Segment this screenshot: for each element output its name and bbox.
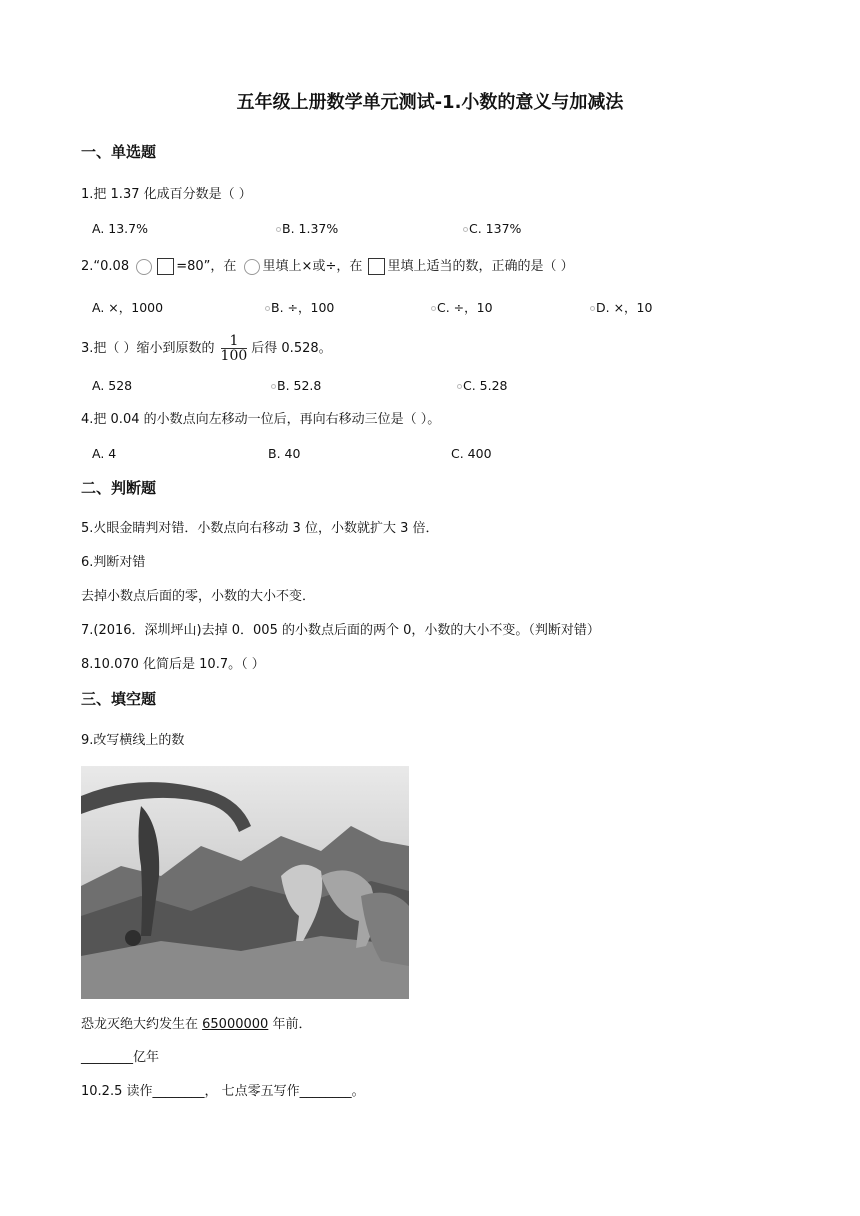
question-9: 9.改写横线上的数 bbox=[81, 733, 185, 748]
circle-blank-icon bbox=[244, 259, 260, 275]
circle-blank-icon bbox=[136, 259, 152, 275]
bullet-icon bbox=[463, 227, 468, 232]
section-heading-single-choice: 一、单选题 bbox=[81, 143, 157, 161]
section-heading-fill-blank: 三、填空题 bbox=[81, 690, 157, 708]
section-heading-true-false: 二、判断题 bbox=[81, 479, 157, 497]
square-blank-icon bbox=[157, 258, 174, 275]
q2-option-b[interactable]: B. ÷，100 bbox=[265, 299, 334, 317]
bullet-icon bbox=[276, 227, 281, 232]
q1-option-c[interactable]: C. 137% bbox=[463, 220, 521, 238]
bullet-icon bbox=[457, 384, 462, 389]
q4-option-b[interactable]: B. 40 bbox=[268, 446, 301, 461]
q1-option-b[interactable]: B. 1.37% bbox=[276, 220, 338, 238]
bullet-icon bbox=[271, 384, 276, 389]
question-4: 4.把 0.04 的小数点向左移动一位后，再向右移动三位是（ ）。 bbox=[81, 412, 441, 427]
bullet-icon bbox=[590, 306, 595, 311]
question-2: 2.“0.08 =80”，在 里填上×或÷，在 里填上适当的数，正确的是（ ） bbox=[81, 259, 574, 274]
question-6-statement: 去掉小数点后面的零，小数的大小不变． bbox=[81, 589, 316, 604]
question-6: 6.判断对错 bbox=[81, 555, 146, 570]
q4-option-a[interactable]: A. 4 bbox=[92, 446, 117, 461]
question-9-answer-blank[interactable]: ________亿年 bbox=[81, 1050, 160, 1065]
q3-option-a[interactable]: A. 528 bbox=[92, 378, 133, 393]
question-8: 8.10.070 化简后是 10.7。（ ） bbox=[81, 657, 265, 672]
q2-option-d[interactable]: D. ×，10 bbox=[590, 299, 652, 317]
question-7: 7.(2016．深圳坪山)去掉 0．005 的小数点后面的两个 0，小数的大小不变。（判断对错） bbox=[81, 623, 600, 638]
bullet-icon bbox=[265, 306, 270, 311]
q4-option-c[interactable]: C. 400 bbox=[451, 446, 492, 461]
square-blank-icon bbox=[368, 258, 385, 275]
q3-option-c[interactable]: C. 5.28 bbox=[457, 377, 508, 395]
question-1: 1.把 1.37 化成百分数是（ ） bbox=[81, 187, 252, 202]
question-9-caption: 恐龙灭绝大约发生在 65000000 年前． bbox=[81, 1017, 312, 1032]
fraction: $\frac{1}{100}$ bbox=[220, 333, 248, 364]
question-3: 3.把（ ）缩小到原数的 $\frac{1}{100}$ 后得 0.528。 bbox=[81, 333, 332, 364]
page-title: 五年级上册数学单元测试-1.小数的意义与加减法 bbox=[236, 92, 624, 113]
question-10: 10.2.5 读作________， 七点零五写作________。 bbox=[81, 1084, 365, 1099]
q1-option-a[interactable]: A. 13.7% bbox=[92, 221, 148, 236]
q3-option-b[interactable]: B. 52.8 bbox=[271, 377, 321, 395]
dinosaur-photo bbox=[81, 766, 409, 999]
q2-option-a[interactable]: A. ×，1000 bbox=[92, 300, 164, 315]
question-5: 5.火眼金睛判对错．小数点向右移动 3 位，小数就扩大 3 倍． bbox=[81, 521, 439, 536]
underlined-number: 65000000 bbox=[202, 1017, 269, 1032]
bullet-icon bbox=[431, 306, 436, 311]
q2-option-c[interactable]: C. ÷，10 bbox=[431, 299, 493, 317]
